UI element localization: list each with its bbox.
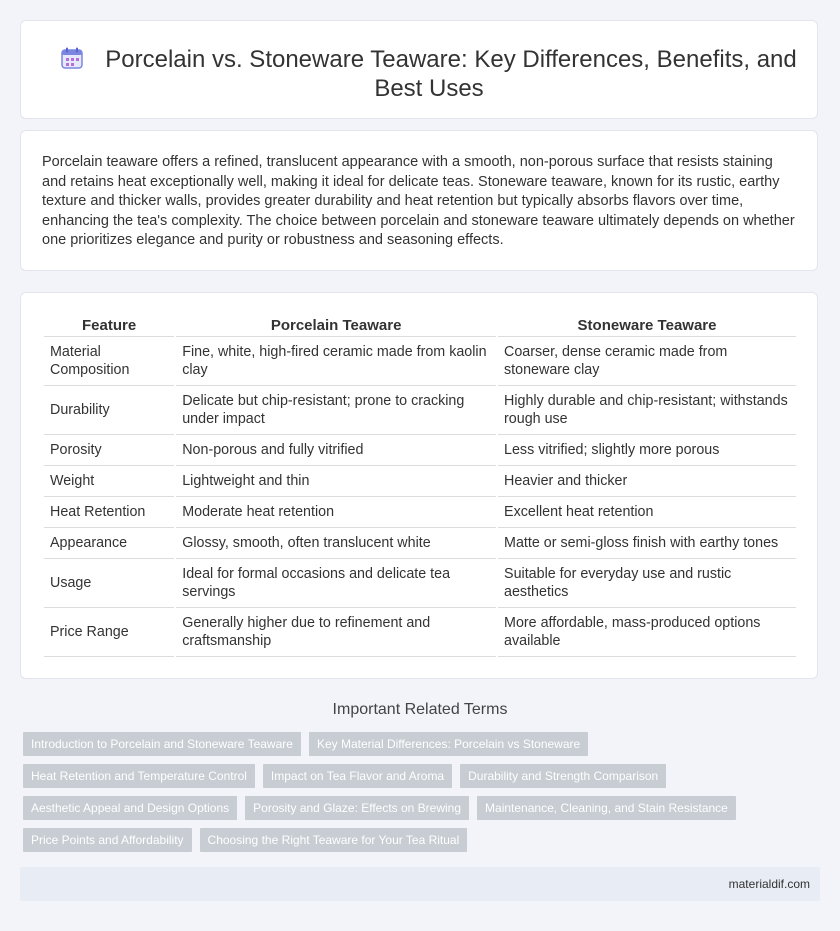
related-term-link[interactable]: Porosity and Glaze: Effects on Brewing (245, 796, 469, 820)
header-stoneware: Stoneware Teaware (498, 315, 796, 337)
tag-row (23, 764, 813, 788)
stoneware-cell: Highly durable and chip-resistant; withstands rough use (498, 386, 796, 435)
related-term-link[interactable]: Key Material Differences: Porcelain vs Stoneware (309, 732, 588, 756)
related-term-link[interactable]: Introduction to Porcelain and Stoneware Teaware (23, 732, 301, 756)
related-term-link[interactable]: Choosing the Right Teaware for Your Tea Ritual (200, 828, 468, 852)
table-row (44, 337, 796, 386)
porcelain-cell: Lightweight and thin (176, 466, 496, 497)
footer-site-link[interactable]: materialdif.com (728, 877, 810, 891)
calendar-icon (61, 47, 83, 69)
stoneware-cell: Less vitrified; slightly more porous (498, 435, 796, 466)
table-row (44, 497, 796, 528)
intro-card (20, 130, 818, 271)
porcelain-cell: Generally higher due to refinement and craftsmanship (176, 608, 496, 657)
tag-row (23, 796, 813, 820)
tag-row (23, 732, 813, 756)
table-header-row (44, 315, 796, 337)
table-row (44, 435, 796, 466)
related-term-link[interactable]: Maintenance, Cleaning, and Stain Resistance (477, 796, 736, 820)
related-terms-list (23, 732, 813, 860)
stoneware-cell: More affordable, mass-produced options available (498, 608, 796, 657)
stoneware-cell: Heavier and thicker (498, 466, 796, 497)
feature-cell: Usage (44, 559, 174, 608)
table-row (44, 466, 796, 497)
feature-cell: Heat Retention (44, 497, 174, 528)
porcelain-cell: Fine, white, high-fired ceramic made from kaolin clay (176, 337, 496, 386)
porcelain-cell: Glossy, smooth, often translucent white (176, 528, 496, 559)
porcelain-cell: Delicate but chip-resistant; prone to cracking under impact (176, 386, 496, 435)
page-title-wrap (61, 45, 797, 103)
stoneware-cell: Coarser, dense ceramic made from stoneware clay (498, 337, 796, 386)
related-term-link[interactable]: Price Points and Affordability (23, 828, 192, 852)
feature-cell: Material Composition (44, 337, 174, 386)
comparison-table (42, 315, 798, 657)
stoneware-cell: Excellent heat retention (498, 497, 796, 528)
tag-row (23, 828, 813, 852)
porcelain-cell: Non-porous and fully vitrified (176, 435, 496, 466)
header-porcelain: Porcelain Teaware (176, 315, 496, 337)
header-card (20, 20, 818, 119)
feature-cell: Weight (44, 466, 174, 497)
page-title: Porcelain vs. Stoneware Teaware: Key Differences, Benefits, and Best Uses (105, 46, 797, 102)
feature-cell: Price Range (44, 608, 174, 657)
table-row (44, 386, 796, 435)
feature-cell: Durability (44, 386, 174, 435)
comparison-card (20, 292, 818, 679)
stoneware-cell: Suitable for everyday use and rustic aesthetics (498, 559, 796, 608)
related-terms-heading: Important Related Terms (332, 701, 508, 718)
related-term-link[interactable]: Impact on Tea Flavor and Aroma (263, 764, 452, 788)
table-row (44, 528, 796, 559)
related-term-link[interactable]: Heat Retention and Temperature Control (23, 764, 255, 788)
header-feature: Feature (44, 315, 174, 337)
feature-cell: Porosity (44, 435, 174, 466)
feature-cell: Appearance (44, 528, 174, 559)
footer-bar (20, 867, 820, 901)
intro-paragraph: Porcelain teaware offers a refined, translucent appearance with a smooth, non-porous surface that resists staining and retains heat exceptionally well, making it ideal for delicate teas. Stoneware teaware, known for its rustic, earthy texture and thicker walls, provides greater durability and heat retention but typically absorbs flavors over time, enhancing the tea's complexity. The choice between porcelain and stoneware teaware ultimately depends on whether one prioritizes elegance and purity or robustness and seasoning effects. (42, 154, 795, 249)
stoneware-cell: Matte or semi-gloss finish with earthy tones (498, 528, 796, 559)
table-row (44, 608, 796, 657)
porcelain-cell: Moderate heat retention (176, 497, 496, 528)
table-row (44, 559, 796, 608)
porcelain-cell: Ideal for formal occasions and delicate tea servings (176, 559, 496, 608)
related-term-link[interactable]: Aesthetic Appeal and Design Options (23, 796, 237, 820)
related-term-link[interactable]: Durability and Strength Comparison (460, 764, 666, 788)
